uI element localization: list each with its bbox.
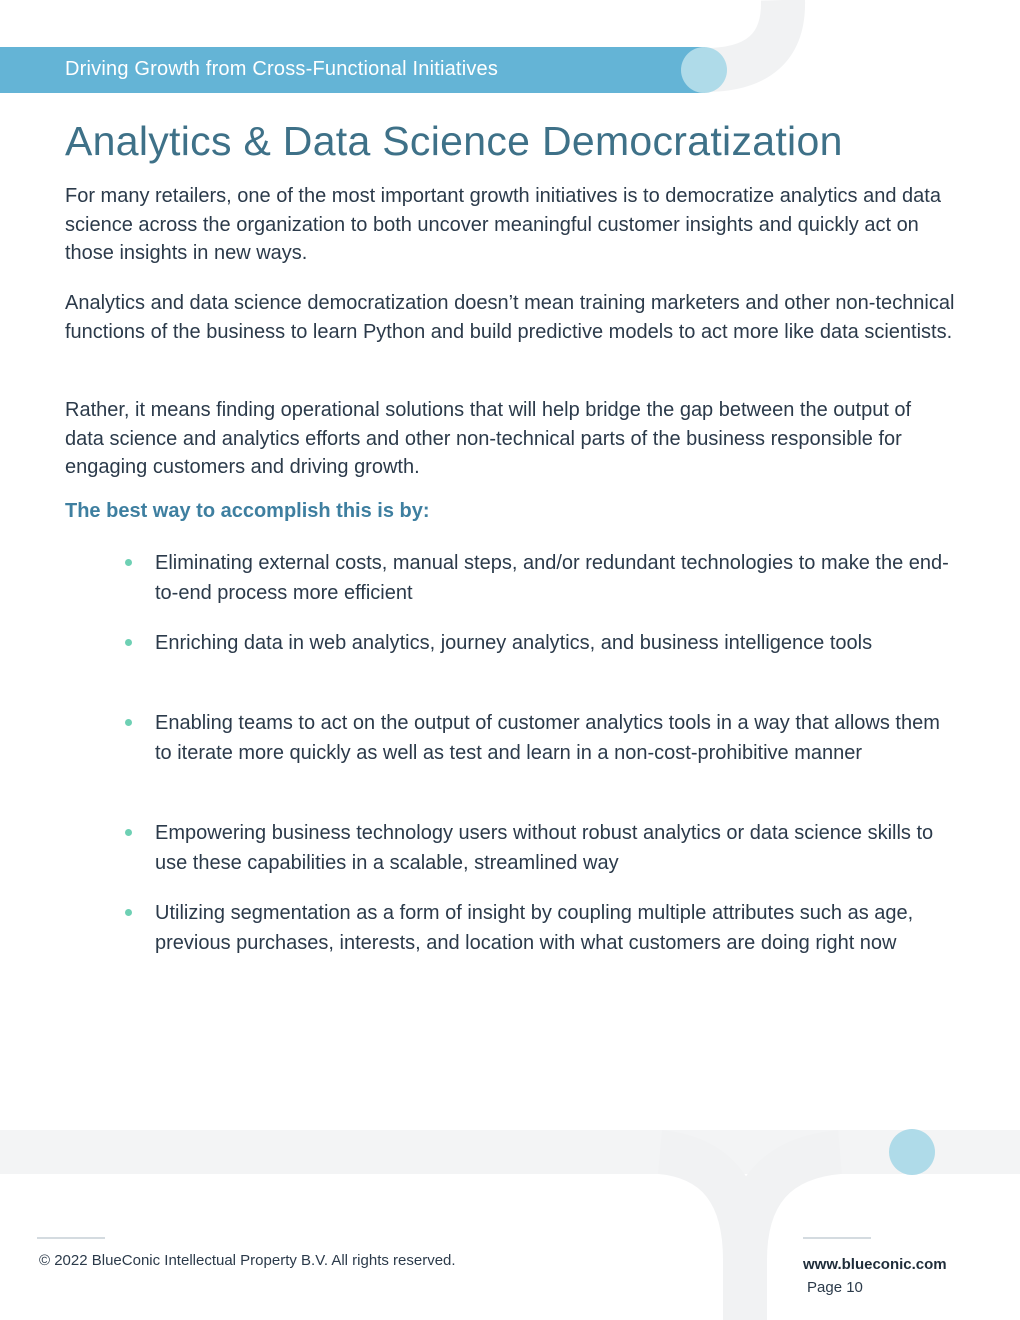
footer-divider-left	[37, 1237, 105, 1239]
bullet-icon	[125, 559, 132, 566]
footer-divider-right	[803, 1237, 871, 1239]
copyright-notice: © 2022 BlueConic Intellectual Property B.V. All rights reserved.	[39, 1252, 456, 1269]
list-item	[155, 898, 955, 958]
website-link[interactable]: www.blueconic.com	[803, 1256, 947, 1273]
list-item	[155, 708, 955, 768]
list-item-text: Utilizing segmentation as a form of insight by coupling multiple attributes such as age, previous purchases, interests, and location with what customers are doing right now	[155, 902, 914, 954]
list-item	[155, 818, 955, 878]
header-circle-decoration	[681, 45, 731, 95]
list-item-text: Enabling teams to act on the output of customer analytics tools in a way that allows them to iterate more quickly as well as test and learn in a non-cost-prohibitive manner	[155, 712, 940, 764]
paragraph: Analytics and data science democratization doesn’t mean training marketers and other non-technical functions of the business to learn Python and build predictive models to act more like data scientists.	[65, 292, 955, 343]
paragraph: Rather, it means finding operational solutions that will help bridge the gap between the output of data science and analytics efforts and other non-technical parts of the business responsible for engaging customers and driving growth.	[65, 399, 912, 478]
list-lead-heading: The best way to accomplish this is by:	[65, 500, 430, 522]
bullet-icon	[125, 639, 132, 646]
bullet-icon	[125, 909, 132, 916]
footer-circle-decoration	[889, 1129, 935, 1175]
footer-curve-right	[745, 1152, 840, 1260]
list-item	[155, 628, 955, 658]
list-item-text: Empowering business technology users without robust analytics or data science skills to use these capabilities in a scalable, streamlined way	[155, 822, 934, 874]
page-number: Page 10	[807, 1279, 863, 1296]
paragraph: For many retailers, one of the most important growth initiatives is to democratize analytics and data science across the organization to both uncover meaningful customer insights and quickly act on those insights in new ways.	[65, 185, 941, 264]
bullet-icon	[125, 829, 132, 836]
list-item-text: Eliminating external costs, manual steps, and/or redundant technologies to make the end-to-end process more efficient	[155, 552, 949, 604]
list-item-text: Enriching data in web analytics, journey analytics, and business intelligence tools	[155, 632, 873, 654]
bullet-icon	[125, 719, 132, 726]
list-item	[155, 548, 955, 608]
page-title: Analytics & Data Science Democratization	[65, 118, 843, 164]
footer-band-decoration	[0, 1130, 1020, 1174]
section-title: Driving Growth from Cross-Functional Initiatives	[65, 58, 499, 80]
